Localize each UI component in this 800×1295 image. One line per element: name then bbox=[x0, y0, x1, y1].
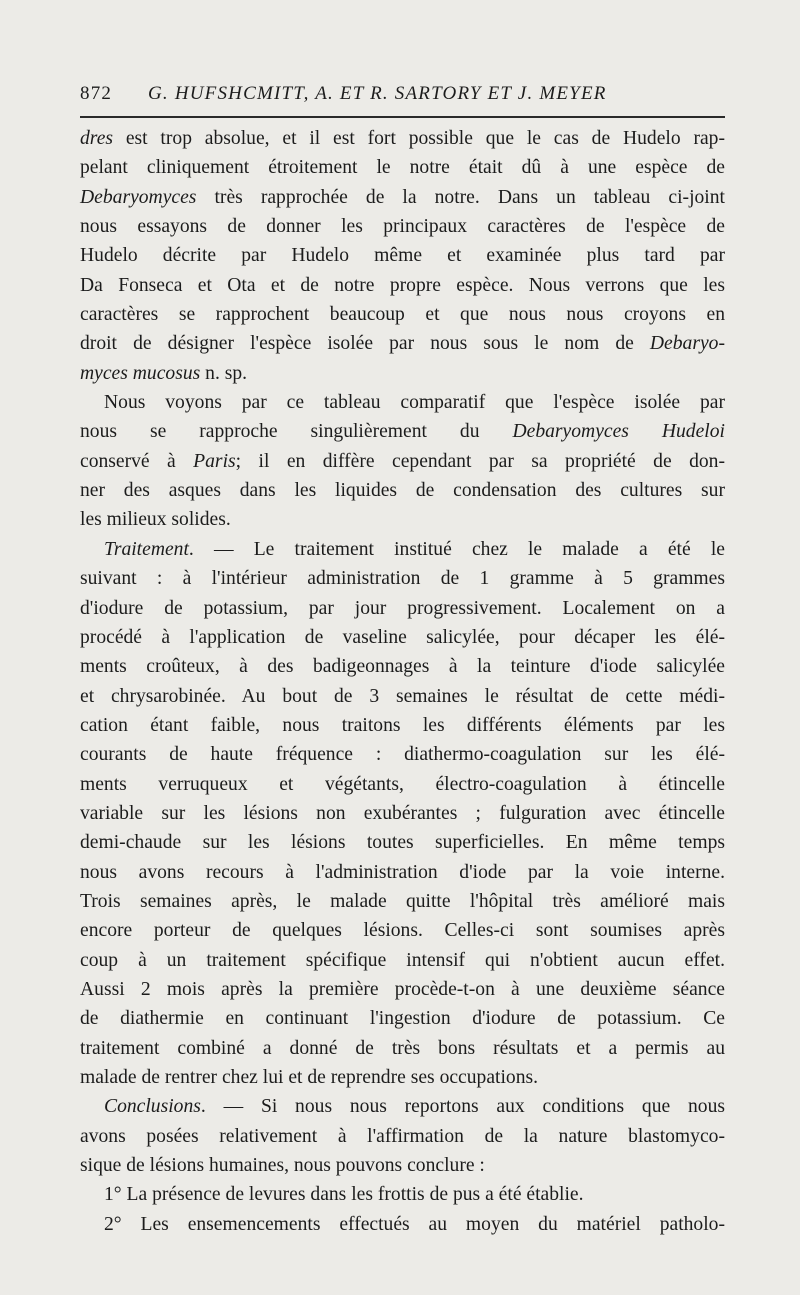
text-run: 1° La présence de levures dans les frottis de pus a été établie. bbox=[104, 1184, 584, 1206]
text-run: droit de désigner l'espèce isolée par nous sous le nom de bbox=[80, 333, 650, 355]
text-run: demi-chaude sur les lésions toutes superficielles. En même temps bbox=[80, 832, 725, 854]
text-run: et chrysarobinée. Au bout de 3 semaines le résultat de cette médi- bbox=[80, 685, 725, 707]
italic-text: Debaryomyces Hudeloi bbox=[512, 421, 725, 443]
italic-text: myces mucosus bbox=[80, 362, 201, 384]
text-run: conservé à bbox=[80, 450, 194, 472]
text-run: courants de haute fréquence : diathermo-coagulation sur les élé- bbox=[80, 744, 725, 766]
text-run: . — Le traitement institué chez le malade a été le bbox=[188, 538, 725, 560]
text-line bbox=[80, 858, 725, 887]
text-run: Hudelo décrite par Hudelo même et examinée plus tard par bbox=[80, 245, 725, 267]
italic-text: Debaryomyces bbox=[80, 186, 197, 208]
text-line bbox=[80, 652, 725, 681]
text-run: encore porteur de quelques lésions. Celles-ci sont soumises après bbox=[80, 920, 725, 942]
text-run: ner des asques dans les liquides de condensation des cultures sur bbox=[80, 480, 725, 502]
text-run: suivant : à l'intérieur administration de 1 gramme à 5 grammes bbox=[80, 568, 725, 590]
text-line bbox=[80, 594, 725, 623]
text-run: coup à un traitement spécifique intensif qui n'obtient aucun effet. bbox=[80, 949, 725, 971]
text-line bbox=[80, 770, 725, 799]
text-run: d'iodure de potassium, par jour progressivement. Localement on a bbox=[80, 597, 725, 619]
text-run: Trois semaines après, le malade quitte l'hôpital très amélioré mais bbox=[80, 890, 725, 912]
italic-text: Traitement bbox=[104, 538, 189, 560]
text-line bbox=[80, 359, 725, 388]
text-run: les milieux solides. bbox=[80, 509, 231, 531]
text-line bbox=[80, 564, 725, 593]
text-run: sique de lésions humaines, nous pouvons conclure : bbox=[80, 1155, 485, 1177]
running-title: G. HUFSHCMITT, A. ET R. SARTORY ET J. MEYER bbox=[148, 83, 607, 104]
text-run: Aussi 2 mois après la première procède-t-on à une deuxième séance bbox=[80, 978, 725, 1000]
text-run: n. sp. bbox=[200, 362, 248, 384]
text-run: avons posées relativement à l'affirmation de la nature blastomyco- bbox=[80, 1125, 725, 1147]
text-line bbox=[80, 300, 725, 329]
text-line bbox=[80, 887, 725, 916]
text-line bbox=[80, 124, 725, 153]
text-line bbox=[80, 1122, 725, 1151]
text-line bbox=[80, 975, 725, 1004]
text-run: ments croûteux, à des badigeonnages à la teinture d'iode salicylée bbox=[80, 656, 725, 678]
text-line bbox=[80, 1092, 725, 1121]
text-line bbox=[80, 799, 725, 828]
text-run: procédé à l'application de vaseline salicylée, pour décaper les élé- bbox=[80, 626, 725, 648]
text-run: 2° Les ensemencements effectués au moyen du matériel patholo- bbox=[104, 1213, 725, 1235]
text-line bbox=[80, 329, 725, 358]
text-line bbox=[80, 828, 725, 857]
text-run: est trop absolue, et il est fort possible que le cas de Hudelo rap- bbox=[113, 128, 725, 149]
text-run: variable sur les lésions non exubérantes ; fulguration avec étincelle bbox=[80, 802, 725, 824]
text-run: nous avons recours à l'administration d'iode par la voie interne. bbox=[80, 861, 725, 883]
text-line bbox=[80, 623, 725, 652]
text-line bbox=[80, 447, 725, 476]
text-run: . — Si nous nous reportons aux conditions que nous bbox=[200, 1096, 725, 1118]
text-run: très rapprochée de la notre. Dans un tableau ci-joint bbox=[196, 186, 725, 208]
text-run: cation étant faible, nous traitons les différents éléments par les bbox=[80, 714, 725, 736]
text-run: Nous voyons par ce tableau comparatif que l'espèce isolée par bbox=[104, 392, 725, 414]
text-run: pelant cliniquement étroitement le notre était dû à une espèce de bbox=[80, 157, 725, 179]
running-header bbox=[80, 83, 725, 111]
text-line bbox=[80, 388, 725, 417]
text-run: malade de rentrer chez lui et de reprendre ses occupations. bbox=[80, 1067, 539, 1088]
italic-text: Conclusions bbox=[104, 1096, 201, 1118]
text-line bbox=[80, 1034, 725, 1063]
text-line bbox=[80, 271, 725, 300]
italic-text: Paris bbox=[193, 450, 236, 472]
text-line bbox=[80, 916, 725, 945]
text-run: Da Fonseca et Ota et de notre propre espèce. Nous verrons que les bbox=[80, 274, 725, 296]
text-run: ments verruqueux et végétants, électro-coagulation à étincelle bbox=[80, 773, 725, 795]
text-line bbox=[80, 946, 725, 975]
text-line bbox=[80, 212, 725, 241]
text-run: ; il en diffère cependant par sa propriété de don- bbox=[235, 450, 725, 472]
text-line bbox=[80, 682, 725, 711]
text-line bbox=[80, 1180, 725, 1209]
text-line bbox=[80, 1063, 725, 1092]
text-line bbox=[80, 1210, 725, 1239]
header-rule bbox=[80, 116, 725, 118]
page-number: 872 bbox=[80, 83, 113, 104]
italic-text: dres bbox=[80, 128, 114, 149]
text-run: traitement combiné a donné de très bons résultats et a permis au bbox=[80, 1037, 725, 1059]
text-line bbox=[80, 153, 725, 182]
text-line bbox=[80, 476, 725, 505]
text-line bbox=[80, 241, 725, 270]
text-line bbox=[80, 417, 725, 446]
text-line bbox=[80, 1004, 725, 1033]
text-run: nous essayons de donner les principaux caractères de l'espèce de bbox=[80, 216, 725, 238]
text-line bbox=[80, 740, 725, 769]
italic-text: Debaryo- bbox=[649, 333, 725, 355]
text-line bbox=[80, 505, 725, 534]
text-run: nous se rapproche singulièrement du bbox=[80, 421, 513, 443]
text-line bbox=[80, 1151, 725, 1180]
text-line bbox=[80, 711, 725, 740]
text-line bbox=[80, 535, 725, 564]
text-run: de diathermie en continuant l'ingestion d'iodure de potassium. Ce bbox=[80, 1008, 725, 1030]
text-run: caractères se rapprochent beaucoup et que nous nous croyons en bbox=[80, 304, 725, 326]
text-line bbox=[80, 183, 725, 212]
body-text bbox=[80, 124, 725, 1239]
